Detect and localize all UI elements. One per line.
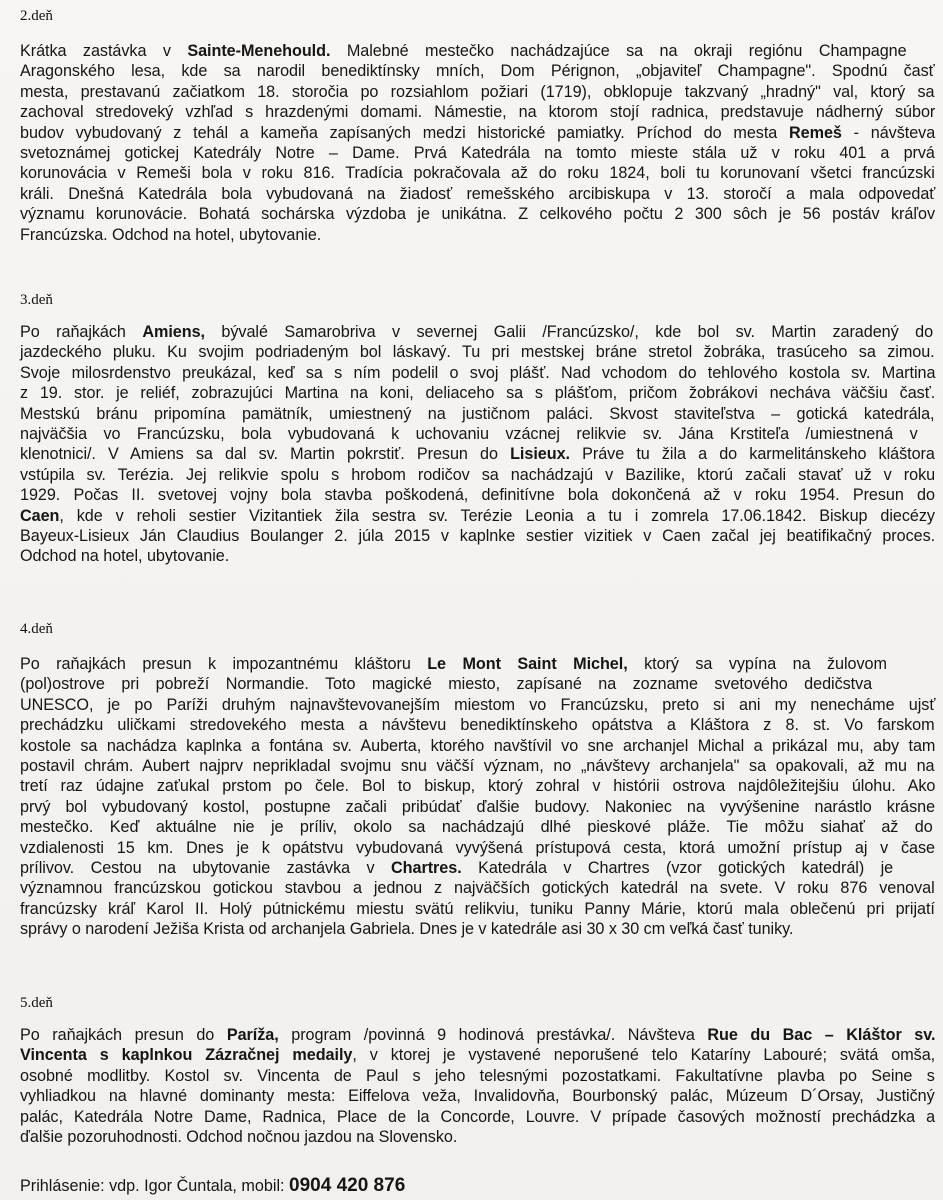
text-line bbox=[20, 1127, 935, 1147]
day-3-paragraph bbox=[20, 322, 935, 567]
text-line bbox=[20, 163, 935, 183]
day-4-heading: 4.deň bbox=[20, 621, 53, 637]
text-line bbox=[20, 715, 935, 735]
text-run: Práve tu žila a do karmelitánskeho kláštora bbox=[569, 445, 935, 464]
text-run: vzdialenosti 15 km. Dnes je k opátstvu vybudovaná vyvýšená prístupová cesta, ktorá umožní prístup aj v čase bbox=[20, 838, 935, 857]
text-run: francúzsky kráľ Karol II. Holý pútnickému miestu svätú relikviu, tuniku Panny Márie, ktorú mala oblečenú pri prijatí bbox=[20, 899, 935, 918]
text-line bbox=[20, 383, 935, 403]
text-line bbox=[20, 506, 935, 526]
text-run: mesta, prestavanú začiatkom 18. storočia po rozsiahlom požiari (1719), obklopuje takzvaný „hradný" val, ktorý sa bbox=[20, 82, 935, 101]
day-3-heading: 3.deň bbox=[20, 292, 53, 308]
day-5-heading: 5.deň bbox=[20, 995, 53, 1011]
text-run: korunovácia v Remeši bola v roku 816. Tradícia pokračovala až do roku 1824, boli tu korunovaní všetci francúzski bbox=[20, 164, 935, 183]
text-line bbox=[20, 674, 935, 694]
text-run: postavil chrám. Aubert najprv neprikladal svojmu snu väčší význam, no „návštevy archanjela" sa opakovali, až mu na bbox=[20, 757, 935, 776]
bold-place-name: Remeš bbox=[789, 123, 842, 142]
bold-place-name: Sainte-Menehould. bbox=[187, 42, 331, 60]
text-run: prílivov. Cestou na ubytovanie zastávka v bbox=[20, 859, 392, 878]
text-line bbox=[20, 123, 935, 143]
bold-place-name: Amiens, bbox=[142, 323, 205, 341]
day-2-heading: 2.deň bbox=[20, 8, 53, 24]
bold-place-name: Chartres. bbox=[391, 859, 462, 878]
text-run: UNESCO, je po Paríži druhým najnavštevovanejším miestom vo Francúzsku, preto si ani my nenecháme ujsť bbox=[20, 695, 936, 714]
text-line bbox=[20, 695, 935, 715]
text-line bbox=[20, 404, 935, 424]
day-4-paragraph bbox=[20, 654, 935, 940]
text-run: mestečko. Keď aktuálne nie je príliv, okolo sa nachádzajú dlhé pieskové pláže. Tie môžu siahať až do bbox=[20, 818, 933, 837]
text-run: z 19. stor. je reliéf, zobrazujúci Martina na koni, deliaceho sa s plášťom, pričom žobrákovi necháva väčšiu časť. bbox=[20, 384, 936, 403]
bold-place-name: Lisieux. bbox=[510, 445, 570, 464]
text-run: jazdeckého pluku. Ku svojim podriadeným bol láskavý. Tu pri mestskej bráne stretol žobráka, trasúceho sa zimou. bbox=[20, 343, 935, 362]
text-line bbox=[20, 817, 935, 837]
text-run: prvý bol vybudovaný kostol, postupne začali pribúdať ďalšie budovy. Nakoniec na vyvýšenine narástlo krásne bbox=[20, 797, 936, 816]
text-run: 1929. Počas II. svetovej vojny bola stavba poškodená, definitívne bola dokončená až v roku 1954. Presun do bbox=[20, 486, 935, 505]
text-line bbox=[20, 838, 935, 858]
text-line bbox=[20, 342, 935, 362]
text-line bbox=[20, 485, 935, 505]
text-run: tretí raz údajne zaťukal prstom po čele. Bol to biskup, ktorý zohral v histórii ostrova najdôležitejšiu úlohu. Ako bbox=[20, 777, 936, 796]
bold-place-name: Le Mont Saint Michel, bbox=[427, 655, 628, 673]
text-run: - návšteva bbox=[841, 123, 936, 142]
text-run: Francúzska. Odchod na hotel, ubytovanie. bbox=[20, 225, 322, 244]
text-line bbox=[20, 184, 935, 204]
text-line bbox=[20, 465, 935, 485]
text-run: Bayeux-Lisieux Ján Claudius Boulanger 2. júla 2015 v kaplnke sestier vizitiek v Caen začal jej beatifikačný proces. bbox=[20, 527, 936, 546]
text-run: program /povinná 9 hodinová prestávka/. Návšteva bbox=[278, 1026, 708, 1044]
text-run: kostole sa nachádza kaplnka a fontána sv. Auberta, ktorého navštívil vo sne archanjel Michal a prikázal mu, aby tam bbox=[20, 736, 936, 755]
text-run: ďalšie pozoruhodnosti. Odchod nočnou jazdou na Slovensko. bbox=[20, 1128, 458, 1147]
text-run: , kde v reholi sestier Vizitantiek žila sestra sv. Terézie Leonia a tu i zomrela 17.06.1842. Biskup diecézy bbox=[59, 506, 935, 525]
text-run: osobné modlitby. Kostol sv. Vincenta de Paul s jeho telesnými pozostatkami. Fakultatívne plavba po Seine s bbox=[20, 1066, 935, 1085]
registration-contact bbox=[20, 1175, 405, 1197]
text-line bbox=[20, 736, 935, 756]
bold-place-name: Caen bbox=[20, 506, 60, 525]
text-run: najväčšia vo Francúzsku, bola vybudovaná k uchovaniu vzácnej relikvie sv. Jána Krstiteľa /umiestnená v bbox=[20, 425, 918, 444]
text-line bbox=[20, 204, 935, 224]
text-run: vstúpila sv. Terézia. Jej relikvie spolu s hrobom rodičov sa nachádzajú v Bazilike, ktorú začali stavať už v roku bbox=[20, 465, 936, 484]
text-line bbox=[20, 1066, 935, 1086]
text-line bbox=[20, 424, 935, 444]
text-run: palác, Katedrála Notre Dame, Radnica, Place de la Concorde, Louvre. V prípade časových možností prechádzka a bbox=[20, 1107, 936, 1126]
bold-place-name: Rue du Bac – Kláštor sv. bbox=[707, 1026, 936, 1044]
text-run: (pol)ostrove pri pobreží Normandie. Toto magické miesto, zapísané na zozname svetového dedičstva bbox=[20, 675, 873, 694]
text-run: Katedrála v Chartres (vzor gotických katedrál) je bbox=[461, 859, 894, 878]
text-run: Svoje milosrdenstvo preukázal, keď sa s ním podelil o svoj plášť. Nad vchodom do tehlového kostola sv. Martina bbox=[20, 363, 936, 382]
text-line bbox=[20, 1107, 935, 1127]
text-line bbox=[20, 654, 935, 674]
text-line bbox=[20, 526, 935, 546]
text-line bbox=[20, 41, 935, 61]
bold-place-name: Vincenta s kaplnkou Zázračnej medaily bbox=[20, 1046, 353, 1065]
text-run: Po raňajkách presun k impozantnému kláštoru bbox=[20, 655, 428, 673]
text-run: správy o narodení Ježiša Krista od archanjela Gabriela. Dnes je v katedrále asi 30 x 30 cm veľká časť tuniky. bbox=[20, 920, 794, 939]
text-run: vyhliadkou na hlavné dominanty mesta: Eiffelova veža, Invalidovňa, Bourbonský palác, Múzeum D´Orsay, Justičný bbox=[20, 1087, 935, 1106]
text-line bbox=[20, 363, 935, 383]
text-line bbox=[20, 322, 935, 342]
text-line bbox=[20, 102, 935, 122]
contact-label: Prihlásenie: vdp. Igor Čuntala, mobil: bbox=[20, 1177, 290, 1195]
bold-place-name: Paríža, bbox=[226, 1026, 279, 1044]
text-run: zachoval stredoveký vzhľad s hrazdenými domami. Námestie, na ktorom stojí radnica, predstavuje nádherný súbor bbox=[20, 103, 936, 122]
text-run: Po raňajkách presun do bbox=[20, 1026, 227, 1044]
text-line bbox=[20, 878, 935, 898]
phone-number: 0904 420 876 bbox=[289, 1175, 406, 1196]
text-run: svetoznámej gotickej Katedrály Notre – Dame. Prvá Katedrála na tomto mieste stála už v roku 401 a prvá bbox=[20, 144, 935, 163]
text-run: Po raňajkách bbox=[20, 323, 143, 341]
text-run: bývalé Samarobriva v severnej Galii /Francúzsko/, kde bol sv. Martin zaradený do bbox=[204, 323, 934, 341]
text-line bbox=[20, 919, 935, 939]
text-line bbox=[20, 1086, 935, 1106]
text-run: prechádzku uličkami stredovekého mesta a návštevu benediktínskeho opátstva a Kláštora z 8. st. Vo farskom bbox=[20, 716, 935, 735]
text-run: Aragonského lesa, kde sa narodil benediktínsky mních, Dom Pérignon, „objaviteľ Champagne". Spodnú časť bbox=[20, 62, 935, 81]
text-line bbox=[20, 858, 935, 878]
text-line bbox=[20, 444, 935, 464]
text-run: ktorý sa vypína na žulovom bbox=[627, 655, 887, 673]
text-run: budov vybudovaný z tehál a kameňa zapísaných medzi historické pamiatky. Príchod do mesta bbox=[20, 123, 790, 142]
text-run: Odchod na hotel, ubytovanie. bbox=[20, 547, 230, 566]
text-run: klenotnici/. V Amiens sa dal sv. Martin pokrstiť. Presun do bbox=[20, 445, 511, 464]
text-run: , v ktorej je vystavené neporušené telo Kataríny Labouré; svätá omša, bbox=[352, 1046, 936, 1065]
text-line bbox=[20, 546, 935, 566]
text-line bbox=[20, 143, 935, 163]
text-line bbox=[20, 225, 935, 245]
text-line bbox=[20, 1025, 935, 1045]
text-run: Mestskú bránu pripomína pamätník, umiestnený na justičnom paláci. Skvost staviteľstva – gotická katedrála, bbox=[20, 404, 935, 423]
text-line bbox=[20, 756, 935, 776]
text-line bbox=[20, 797, 935, 817]
text-line bbox=[20, 899, 935, 919]
text-run: Krátka zastávka v bbox=[20, 42, 188, 60]
day-2-paragraph bbox=[20, 41, 935, 245]
text-run: významu korunovácie. Bohatá sochárska výzdoba je unikátna. Z celkového počtu 2 300 sôch je 56 postáv kráľov bbox=[20, 205, 936, 224]
text-run: Malebné mestečko nachádzajúce sa na okraji regiónu Champagne bbox=[330, 42, 907, 60]
text-line bbox=[20, 1045, 935, 1065]
text-run: králi. Dnešná Katedrála bola vybudovaná na žiadosť remešského arcibiskupa v 13. storočí a mala odpovedať bbox=[20, 184, 936, 203]
text-run: významnou francúzskou gotickou stavbou a jednou z najväčších gotických katedrál na svete. V roku 876 venoval bbox=[20, 879, 935, 898]
text-line bbox=[20, 776, 935, 796]
text-line bbox=[20, 82, 935, 102]
day-5-paragraph bbox=[20, 1025, 935, 1147]
text-line bbox=[20, 61, 935, 81]
